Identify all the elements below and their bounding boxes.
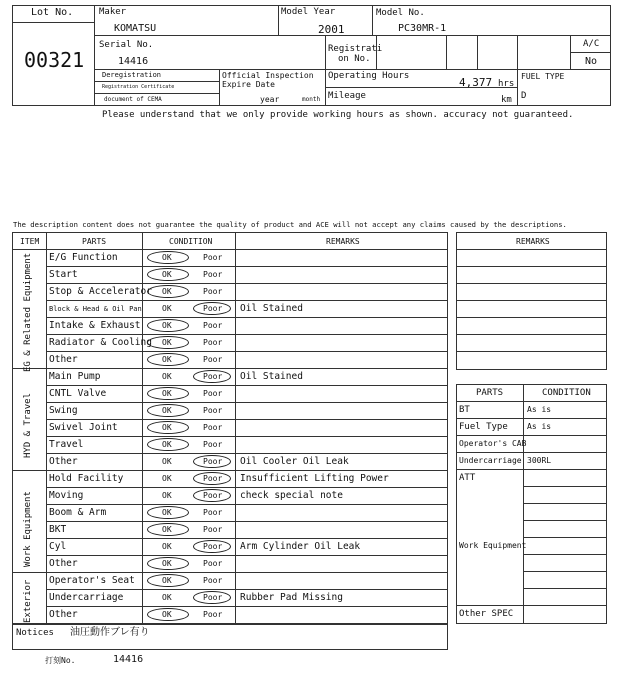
ok-option: OK <box>162 355 172 364</box>
poor-option: Poor <box>203 474 223 483</box>
part-name: Swing <box>49 405 78 416</box>
remark-text: Rubber Pad Missing <box>240 592 343 603</box>
stamp-label: 打刻No. <box>45 656 76 665</box>
group-label-eg: EG & Related Equipment <box>23 252 33 372</box>
group-label-hyd: HYD & Travel <box>23 392 33 458</box>
ok-option: OK <box>162 287 172 296</box>
row-divider <box>46 538 448 539</box>
spec-part: Fuel Type <box>459 422 508 432</box>
lot-value: 00321 <box>24 48 85 72</box>
condition-cell-line <box>523 401 607 402</box>
part-name: Main Pump <box>49 371 101 382</box>
poor-option: Poor <box>203 304 223 313</box>
condition-circle <box>147 523 189 536</box>
condition-cell-line <box>523 520 607 521</box>
poor-option: Poor <box>203 440 223 449</box>
part-name: Other <box>49 456 78 467</box>
condition-circle <box>147 608 189 621</box>
notices-value: 油圧動作ブレ有り <box>70 627 150 638</box>
condition-circle <box>147 438 189 451</box>
spec-part: Undercarriage <box>459 456 522 465</box>
month-label: month <box>302 96 321 103</box>
condition-cell-line <box>523 486 607 487</box>
group-label-work: Work Equipment <box>23 491 33 567</box>
condition-header: CONDITION <box>542 388 591 398</box>
condition-cell-line <box>523 588 607 589</box>
parts-cell-line <box>456 418 523 419</box>
reg-cert-label: Registration Certificate <box>102 84 175 90</box>
ok-option: OK <box>162 270 172 279</box>
remarks-line <box>456 283 607 284</box>
part-name: Moving <box>49 490 84 501</box>
row-divider <box>46 419 448 420</box>
group-label-exterior: Exterior <box>23 579 33 623</box>
accuracy-note: Please understand that we only provide working hours as shown. accuracy not guaranteed. <box>102 110 574 120</box>
condition-circle <box>193 302 231 315</box>
condition-cell-line <box>523 418 607 419</box>
condition-circle <box>193 370 231 383</box>
parts-cell-line <box>456 401 523 402</box>
year-label: year <box>260 95 280 104</box>
poor-option: Poor <box>203 389 223 398</box>
part-name: Cyl <box>49 541 67 552</box>
poor-option: Poor <box>203 508 223 517</box>
row-divider <box>46 504 448 505</box>
ac-label: A/C <box>583 39 600 49</box>
parts-cell-line <box>456 469 523 470</box>
part-name: Hold Facility <box>49 473 124 484</box>
part-name: Start <box>49 269 78 280</box>
poor-option: Poor <box>203 525 223 534</box>
condition-circle <box>147 421 189 434</box>
row-divider <box>46 300 448 301</box>
part-name: CNTL Valve <box>49 388 107 399</box>
parts-cell-line <box>456 605 523 606</box>
row-divider <box>46 283 448 284</box>
header-vdiv-5 <box>446 35 447 69</box>
header-vdiv-3 <box>325 35 326 106</box>
mileage-label: Mileage <box>328 91 366 101</box>
dereg-divider-1 <box>94 81 219 82</box>
poor-option: Poor <box>203 355 223 364</box>
notices-label: Notices <box>16 628 54 638</box>
row-divider <box>12 572 448 573</box>
op-hours-value: 4,377 <box>459 76 493 89</box>
condition-circle <box>147 387 189 400</box>
ok-option: OK <box>162 372 172 381</box>
condition-circle <box>193 540 231 553</box>
poor-option: Poor <box>203 593 223 602</box>
lot-label: Lot No. <box>31 7 74 18</box>
spec-part: Work Equipment <box>459 541 527 550</box>
ok-option: OK <box>162 491 172 500</box>
row-divider <box>46 521 448 522</box>
spec-condition: 300RL <box>527 456 552 465</box>
dereg-label: Deregistration <box>102 71 162 79</box>
poor-option: Poor <box>203 253 223 262</box>
part-name: Travel <box>49 439 84 450</box>
remarks-line <box>456 249 607 250</box>
poor-option: Poor <box>203 491 223 500</box>
col-divider-item <box>46 232 47 624</box>
model-year-label: Model Year <box>281 7 336 17</box>
part-name: Block & Head & Oil Pan <box>49 305 142 313</box>
registration-label-1: Registrati <box>328 44 383 54</box>
col-remarks-header: REMARKS <box>326 237 360 246</box>
ok-option: OK <box>162 610 172 619</box>
parts-cell-line <box>456 452 523 453</box>
ok-option: OK <box>162 423 172 432</box>
condition-cell-line <box>523 571 607 572</box>
header-vdiv-2 <box>372 5 373 35</box>
op-hours-label: Operating Hours <box>328 71 410 81</box>
header-row-divider-1 <box>94 35 611 36</box>
col-item-header: ITEM <box>20 237 40 246</box>
row-divider <box>46 266 448 267</box>
row-divider <box>46 453 448 454</box>
row-divider <box>12 249 448 250</box>
inspection-label-2: Expire Date <box>222 80 275 89</box>
remarks-line <box>456 317 607 318</box>
row-divider <box>46 589 448 590</box>
header-vdiv-9 <box>219 69 220 106</box>
row-divider <box>46 436 448 437</box>
condition-circle <box>147 319 189 332</box>
row-divider <box>46 351 448 352</box>
ok-option: OK <box>162 457 172 466</box>
ok-option: OK <box>162 559 172 568</box>
fuel-type-label: FUEL TYPE <box>521 72 565 81</box>
model-no-value: PC30MR-1 <box>398 23 447 34</box>
poor-option: Poor <box>203 270 223 279</box>
ok-option: OK <box>162 440 172 449</box>
row-divider <box>12 368 448 369</box>
ok-option: OK <box>162 508 172 517</box>
remarks-line <box>456 266 607 267</box>
ok-option: OK <box>162 525 172 534</box>
registration-label-2: on No. <box>338 54 371 64</box>
poor-option: Poor <box>203 372 223 381</box>
condition-cell-line <box>523 503 607 504</box>
ok-option: OK <box>162 304 172 313</box>
ok-option: OK <box>162 474 172 483</box>
remarks-line <box>456 334 607 335</box>
condition-cell-line <box>523 452 607 453</box>
condition-cell-line <box>523 537 607 538</box>
row-divider <box>46 402 448 403</box>
inspection-label-1: Official Inspection <box>222 71 314 80</box>
remarks-line <box>456 351 607 352</box>
col-condition-header: CONDITION <box>169 237 213 246</box>
km-label: km <box>501 95 512 105</box>
part-name: Undercarriage <box>49 592 124 603</box>
condition-circle <box>147 268 189 281</box>
condition-cell-line <box>523 435 607 436</box>
remark-text: Oil Cooler Oil Leak <box>240 456 349 467</box>
part-name: Swivel Joint <box>49 422 118 433</box>
row-divider <box>46 317 448 318</box>
poor-option: Poor <box>203 542 223 551</box>
model-no-label: Model No. <box>376 8 425 18</box>
poor-option: Poor <box>203 576 223 585</box>
spec-part: Other SPEC <box>459 609 514 619</box>
part-name: E/G Function <box>49 252 118 263</box>
condition-circle <box>193 591 231 604</box>
condition-circle <box>147 404 189 417</box>
spec-condition: As is <box>527 422 552 431</box>
condition-circle <box>147 251 189 264</box>
remarks-line <box>456 300 607 301</box>
model-year-value: 2001 <box>318 23 345 36</box>
col-parts-header: PARTS <box>82 237 107 246</box>
poor-option: Poor <box>203 457 223 466</box>
condition-cell-line <box>523 554 607 555</box>
condition-circle <box>193 489 231 502</box>
poor-option: Poor <box>203 610 223 619</box>
hrs-label: hrs <box>498 79 515 89</box>
ok-option: OK <box>162 576 172 585</box>
poor-option: Poor <box>203 287 223 296</box>
remark-text: Oil Stained <box>240 303 303 314</box>
condition-circle <box>147 506 189 519</box>
spec-condition: As is <box>527 405 552 414</box>
row-divider <box>46 487 448 488</box>
poor-option: Poor <box>203 423 223 432</box>
maker-label: Maker <box>99 7 127 17</box>
condition-cell-line <box>523 605 607 606</box>
stamp-value: 14416 <box>113 654 144 665</box>
serial-label: Serial No. <box>99 40 154 50</box>
ok-option: OK <box>162 253 172 262</box>
ok-option: OK <box>162 389 172 398</box>
condition-cell-line <box>523 469 607 470</box>
ac-value: No <box>585 56 598 67</box>
lot-divider <box>94 5 95 106</box>
part-name: Stop & Accelerator <box>49 286 152 297</box>
part-name: Radiator & Cooling <box>49 337 152 348</box>
spec-part: Operator's CAB <box>459 439 527 448</box>
header-vdiv-1 <box>278 5 279 35</box>
ac-divider <box>570 52 611 53</box>
part-name: Intake & Exhaust <box>49 320 141 331</box>
spec-part: ATT <box>459 473 476 483</box>
condition-circle <box>147 285 189 298</box>
spec-part: BT <box>459 405 470 415</box>
remark-text: Oil Stained <box>240 371 303 382</box>
ok-option: OK <box>162 321 172 330</box>
poor-option: Poor <box>203 338 223 347</box>
poor-option: Poor <box>203 559 223 568</box>
row-divider <box>46 606 448 607</box>
ok-option: OK <box>162 593 172 602</box>
condition-circle <box>193 455 231 468</box>
ok-option: OK <box>162 542 172 551</box>
condition-circle <box>147 574 189 587</box>
row-divider <box>46 385 448 386</box>
cema-label: document of CEMA <box>104 96 162 103</box>
part-name: Other <box>49 609 78 620</box>
ok-option: OK <box>162 406 172 415</box>
maker-value: KOMATSU <box>114 23 157 34</box>
serial-value: 14416 <box>118 56 149 67</box>
remark-text: check special note <box>240 490 343 501</box>
col-divider-condition <box>235 232 236 624</box>
part-name: Boom & Arm <box>49 507 107 518</box>
disclaimer: The description content does not guarantee the quality of product and ACE will not accept any claims caused by the descriptions. <box>13 220 567 229</box>
condition-circle <box>193 472 231 485</box>
row-divider <box>46 555 448 556</box>
condition-circle <box>147 353 189 366</box>
right-remarks-panel <box>456 232 607 370</box>
ok-option: OK <box>162 338 172 347</box>
header-vdiv-7 <box>517 35 518 106</box>
fuel-type-value: D <box>521 91 527 101</box>
remark-text: Insufficient Lifting Power <box>240 473 389 484</box>
poor-option: Poor <box>203 321 223 330</box>
row-divider <box>12 470 448 471</box>
dereg-divider-2 <box>94 93 219 94</box>
right-remarks-header: REMARKS <box>516 237 550 246</box>
parts-header: PARTS <box>476 388 504 398</box>
condition-circle <box>147 336 189 349</box>
part-name: Operator's Seat <box>49 575 135 586</box>
part-name: Other <box>49 354 78 365</box>
part-name: Other <box>49 558 78 569</box>
condition-circle <box>147 557 189 570</box>
parts-cell-line <box>456 435 523 436</box>
header-row-divider-2 <box>94 69 611 70</box>
header-vdiv-6 <box>477 35 478 69</box>
lot-title-divider <box>12 22 94 23</box>
poor-option: Poor <box>203 406 223 415</box>
part-name: BKT <box>49 524 67 535</box>
row-divider <box>46 334 448 335</box>
remark-text: Arm Cylinder Oil Leak <box>240 541 361 552</box>
